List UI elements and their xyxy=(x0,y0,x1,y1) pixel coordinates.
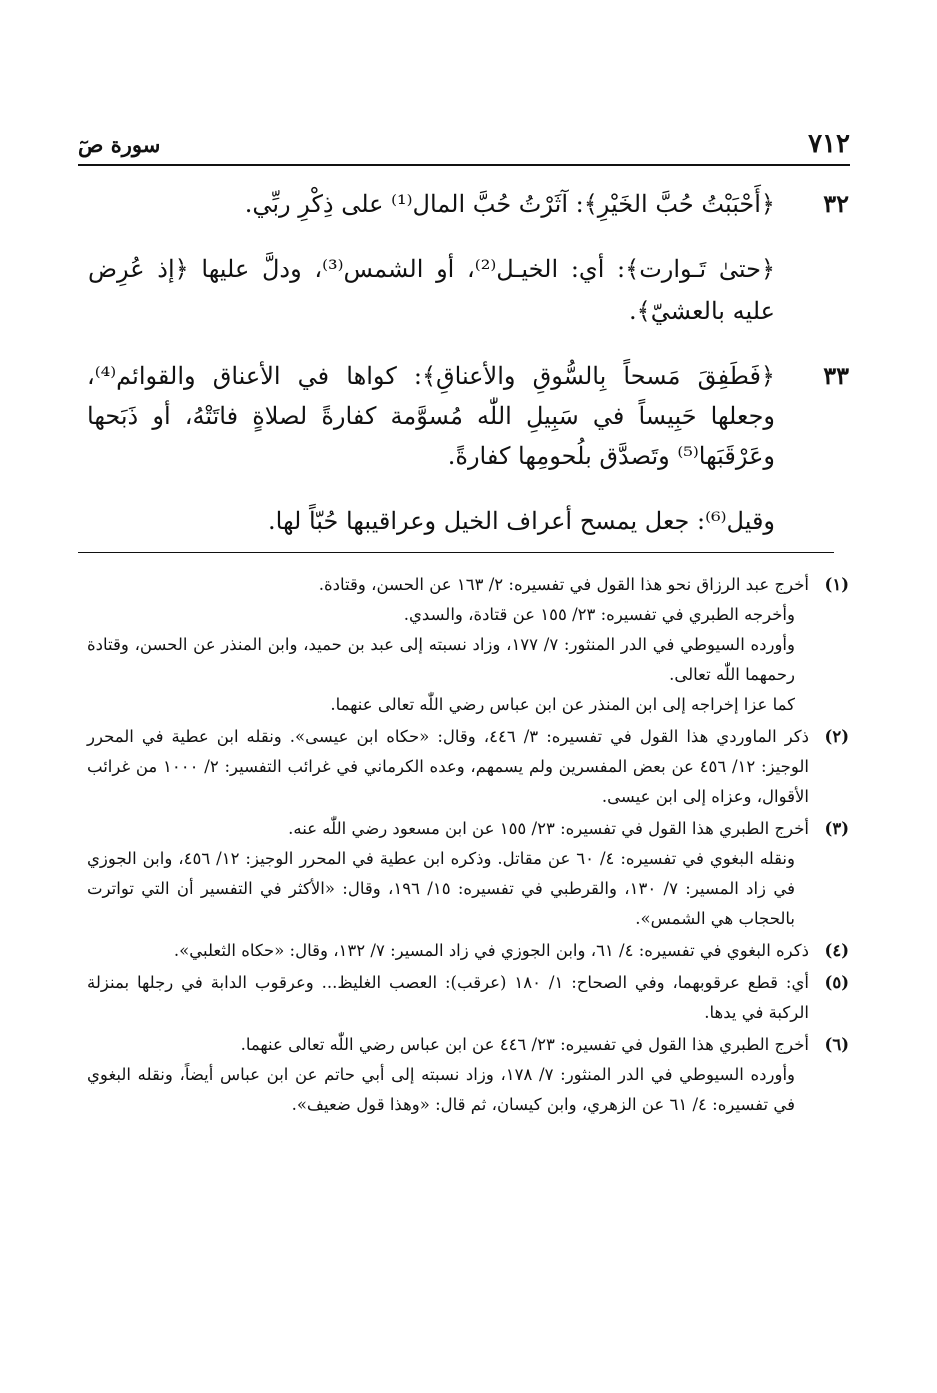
footnote-3 xyxy=(87,814,849,934)
footnote-line: وأورده السيوطي في الدر المنثور: ٧/ ١٧٧، وزاد نسبته إلى عبد بن حميد، وابن المنذر عن الحسن، وقتادة رحمهما اللّٰه تعالى. xyxy=(87,635,795,684)
verse-text: ﴿أَحْبَبْتُ حُبَّ الخَيْرِ﴾: آثَرْتُ حُبَّ المال⁽¹⁾ على ذِكْرِ ربِّي. xyxy=(244,190,775,218)
footnote-number: (٦) xyxy=(824,1035,849,1054)
verse-32 xyxy=(87,184,849,228)
commentary-paragraph: وقيل⁽⁶⁾: جعل يمسح أعراف الخيل وعراقيبها حُبّاً لها. xyxy=(268,507,775,535)
footnote-line: وأورده السيوطي في الدر المنثور: ٧/ ١٧٨، وزاد نسبته إلى أبي حاتم عن ابن عباس أيضاً، ونقله البغوي في تفسيره: ٤/ ٦١ عن الزهري، وابن كيسان، ثم قال: «وهذا قول ضعيف». xyxy=(87,1065,795,1114)
footnote-line: أي: قطع عرقوبهما، وفي الصحاح: ١/ ١٨٠ (عرقب): العصب الغليظ... وعرقوب الدابة في رجلها بمنزلة الركبة في يدها. xyxy=(87,973,809,1022)
footnote-number: (١) xyxy=(824,575,849,594)
footnote-line: ونقله البغوي في تفسيره: ٤/ ٦٠ عن مقاتل. وذكره ابن عطية في المحرر الوجيز: ١٢/ ٤٥٦، وابن الجوزي في زاد المسير: ٧/ ١٣٠، والقرطبي في تفسيره: ١٥/ ١٩٦، وقال: «الأكثر في التفسير أن التي تواترت بالحجاب هي الشمس». xyxy=(87,849,795,928)
footnote-number: (٣) xyxy=(824,819,849,838)
footnote-line: أخرج الطبري هذا القول في تفسيره: ٢٣/ ٤٤٦ عن ابن عباس رضي اللّٰه تعالى عنهما. xyxy=(240,1035,809,1054)
verse-number: ٣٣ xyxy=(823,361,849,390)
page-number: ٧١٢ xyxy=(808,129,850,159)
footnote-6 xyxy=(87,1030,849,1120)
commentary-paragraph: ﴿حتىٰ تَـوارت﴾: أي: الخيـل⁽²⁾، أو الشمس⁽³⁾، ودلَّ عليها ﴿إذ عُرِض عليه بالعشيّ﴾. xyxy=(88,255,776,325)
surah-title: سورة صٓ xyxy=(78,132,161,157)
footnote-5 xyxy=(87,968,849,1028)
footnote-number: (٤) xyxy=(824,941,849,960)
verse-text: ﴿فَطَفِقَ مَسحاً بِالسُّوقِ والأعناقِ﴾: كواها في الأعناق والقوائم⁽⁴⁾، وجعلها حَبِيساً في سَبِيلِ اللّٰه مُسوَّمة كفارةً لصلاةٍ فاتَتْهُ، أو ذَبَحها وعَرْقَبَها⁽⁵⁾ وتَصدَّق بلُحومِها كفارةً. xyxy=(87,362,775,470)
footnotes xyxy=(87,570,849,1122)
footnote-line: وأخرجه الطبري في تفسيره: ٢٣/ ١٥٥ عن قتادة، والسدي. xyxy=(403,605,795,624)
verse-number: ٣٢ xyxy=(823,189,849,218)
footnote-number: (٢) xyxy=(824,727,849,746)
verse-33 xyxy=(87,356,849,480)
footnote-line: أخرج الطبري هذا القول في تفسيره: ٢٣/ ١٥٥ عن ابن مسعود رضي اللّٰه عنه. xyxy=(288,819,809,838)
footnote-number: (٥) xyxy=(824,973,849,992)
footnote-divider xyxy=(78,552,834,553)
footnote-line: ذكر الماوردي هذا القول في تفسيره: ٣/ ٤٤٦، وقال: «حكاه ابن عيسى». ونقله ابن عطية في المحرر الوجيز: ١٢/ ٤٥٦ عن بعض المفسرين ولم يسمهم، وعده الكرماني في غرائب التفسير: ٢/ ١٠٠٠ من غرائب الأقوال، وعزاه إلى ابن عيسى. xyxy=(87,727,810,806)
footnote-4 xyxy=(87,936,849,966)
footnote-line: ذكره البغوي في تفسيره: ٤/ ٦١، وابن الجوزي في زاد المسير: ٧/ ١٣٢، وقال: «حكاه الثعلبي». xyxy=(173,941,809,960)
footnote-line: أخرج عبد الرزاق نحو هذا القول في تفسيره: ٢/ ١٦٣ عن الحسن، وقتادة. xyxy=(318,575,809,594)
footnote-2 xyxy=(87,722,849,812)
footnote-1 xyxy=(87,570,849,720)
footnote-line: كما عزا إخراجه إلى ابن المنذر عن ابن عباس رضي اللّٰه تعالى عنهما. xyxy=(330,695,795,714)
page-header xyxy=(78,128,850,166)
